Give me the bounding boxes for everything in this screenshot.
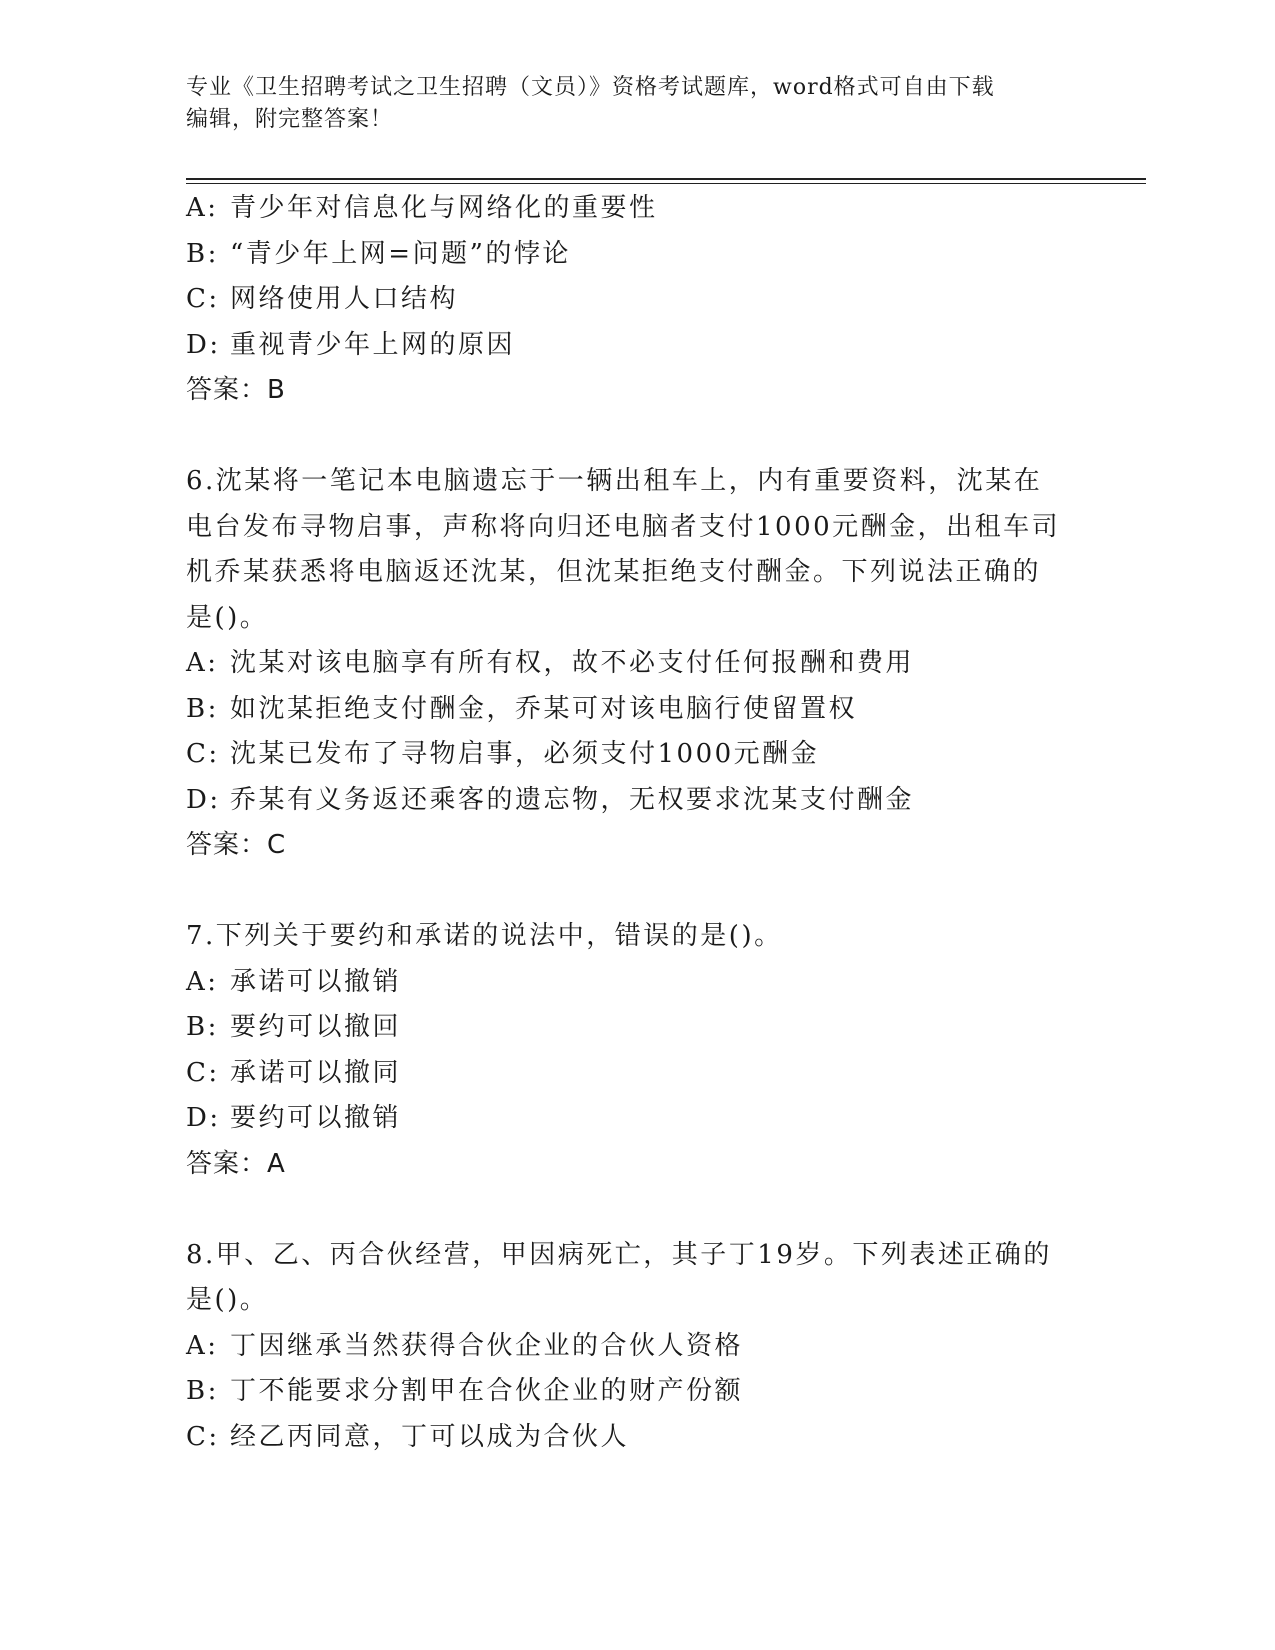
question-stem-line: 6.沈某将一笔记本电脑遗忘于一辆出租车上，内有重要资料，沈某在 [186, 466, 1043, 496]
answer-line: 答案：B [186, 375, 286, 405]
document-header [186, 72, 1086, 136]
spacer [186, 869, 1086, 915]
option-b: B: 丁不能要求分割甲在合伙企业的财产份额 [186, 1376, 744, 1406]
option-b: B: “青少年上网=问题”的悖论 [186, 238, 571, 269]
question-stem-line: 电台发布寻物启事，声称将向归还电脑者支付1000元酬金，出租车司 [186, 511, 1061, 542]
question-stem-line: 是()。 [186, 1285, 269, 1315]
question-stem-line: 8.甲、乙、丙合伙经营，甲因病死亡，其子丁19岁。下列表述正确的 [186, 1239, 1052, 1270]
option-a: A: 承诺可以撤销 [186, 966, 402, 997]
header-line-2: 编辑，附完整答案！ [186, 107, 394, 132]
question-6 [186, 459, 1086, 869]
answer-line: 答案：A [186, 1148, 286, 1179]
question-5 [186, 186, 1086, 414]
question-stem-line: 7.下列关于要约和承诺的说法中，错误的是()。 [186, 921, 783, 951]
option-c: C: 承诺可以撤同 [186, 1057, 402, 1088]
question-7 [186, 914, 1086, 1187]
option-d: D: 重视青少年上网的原因 [186, 329, 516, 360]
header-line-1: 专业《卫生招聘考试之卫生招聘（文员）》资格考试题库，word格式可自由下载 [186, 75, 995, 100]
question-stem-line: 机乔某获悉将电脑返还沈某，但沈某拒绝支付酬金。下列说法正确的 [186, 557, 1042, 587]
question-content [186, 186, 1086, 1460]
spacer [186, 414, 1086, 460]
option-c: C: 沈某已发布了寻物启事，必须支付1000元酬金 [186, 739, 820, 769]
option-a: A: 青少年对信息化与网络化的重要性 [186, 193, 658, 223]
question-8 [186, 1233, 1086, 1461]
option-a: A: 丁因继承当然获得合伙企业的合伙人资格 [186, 1330, 744, 1361]
option-c: C: 网络使用人口结构 [186, 284, 459, 314]
question-stem-line: 是()。 [186, 602, 269, 633]
option-a: A: 沈某对该电脑享有所有权，故不必支付任何报酬和费用 [186, 648, 915, 678]
header-divider-thin [186, 183, 1146, 184]
option-b: B: 要约可以撤回 [186, 1012, 402, 1042]
spacer [186, 1187, 1086, 1233]
answer-line: 答案：C [186, 830, 287, 860]
option-d: D: 乔某有义务返还乘客的遗忘物，无权要求沈某支付酬金 [186, 784, 915, 815]
option-b: B: 如沈某拒绝支付酬金，乔某可对该电脑行使留置权 [186, 693, 858, 724]
option-d: D: 要约可以撤销 [186, 1103, 402, 1133]
option-c: C: 经乙丙同意，丁可以成为合伙人 [186, 1421, 630, 1452]
header-divider-thick [186, 178, 1146, 180]
